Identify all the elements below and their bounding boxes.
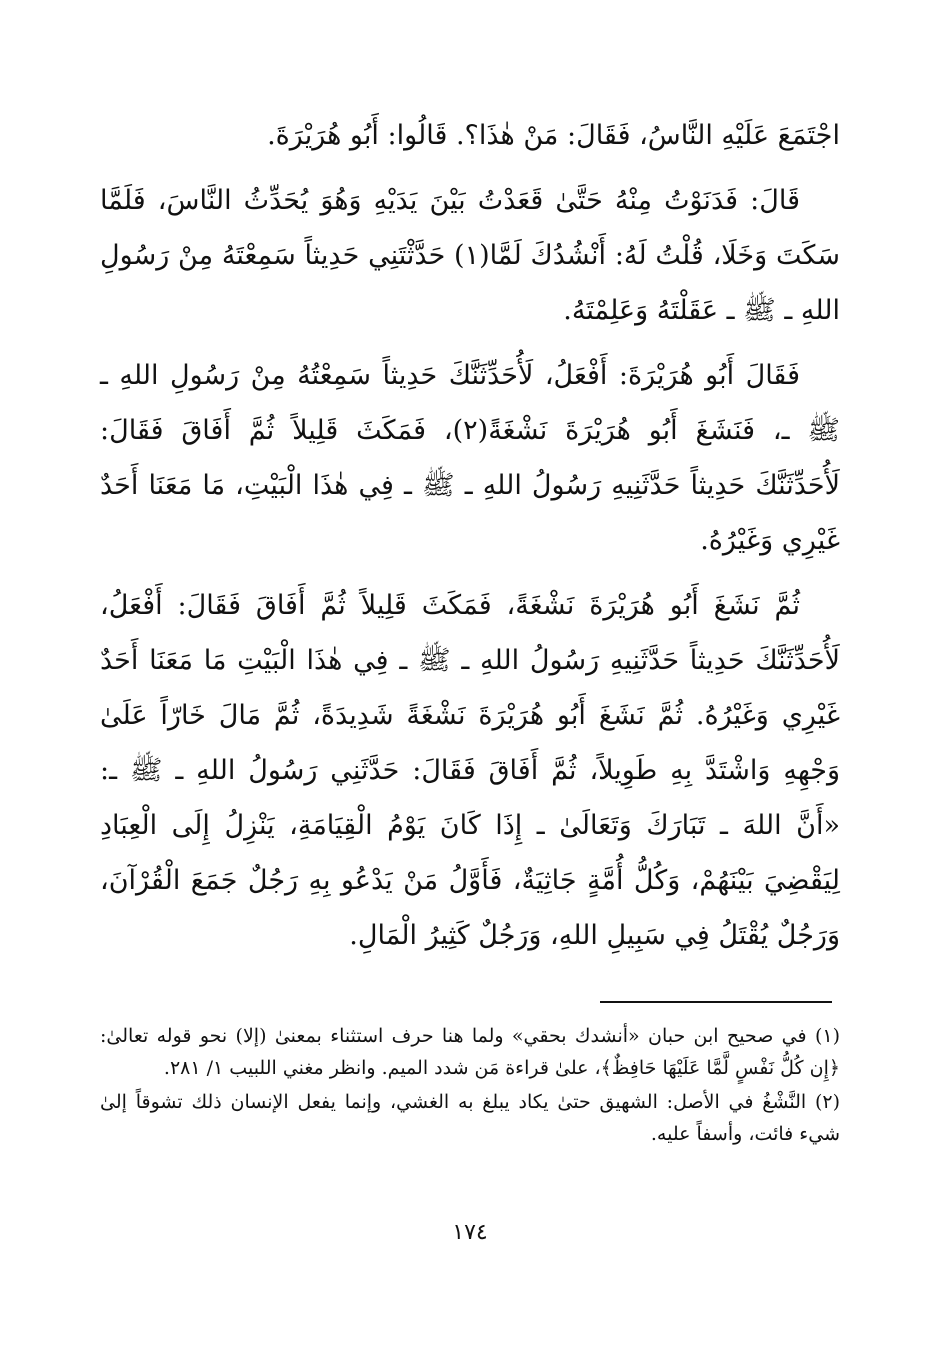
footnote-1: (١) في صحيح ابن حبان «أنشدك بحقي» ولما هنا حرف استثناء بمعنىٰ (إلا) نحو قوله تعالىٰ: ﴿إِن كُلُّ نَفْسٍ لَّمَّا عَلَيْهَا حَافِظٌ﴾، علىٰ قراءة مَن شدد الميم. وانظر مغني اللبيب ١/ ٢٨١.: [100, 1025, 840, 1079]
main-text: [100, 108, 840, 973]
footnote-2: (٢) النَّشْغُ في الأصل: الشهيق حتىٰ يكاد يبلغ به الغشي، وإنما يفعل الإنسان ذلك تشوقاً إلىٰ شيء فائت، وأسفاً عليه.: [100, 1091, 841, 1145]
paragraph-2: قَالَ: فَدَنَوْتُ مِنْهُ حَتَّىٰ قَعَدْتُ بَيْنَ يَدَيْهِ وَهُوَ يُحَدِّثُ النَّاسَ، فَلَمَّا سَكَتَ وَخَلَا، قُلْتُ لَهُ: أَنْشُدُكَ لَمَّا(١) حَدَّثْتَنِي حَدِيثاً سَمِعْتَهُ مِنْ رَسُولِ اللهِ ـ ﷺ ـ عَقَلْتَهُ وَعَلِمْتَهُ.: [100, 185, 840, 326]
page-number: ١٧٤: [452, 1220, 488, 1245]
paragraph-4: ثُمَّ نَشَغَ أَبُو هُرَيْرَةَ نَشْغَةً، فَمَكَثَ قَلِيلاً ثُمَّ أَفَاقَ فَقَالَ: أَفْعَلُ، لَأُحَدِّثَنَّكَ حَدِيثاً حَدَّثَنِيهِ رَسُولُ اللهِ ـ ﷺ ـ فِي هٰذَا الْبَيْتِ مَا مَعَنَا أَحَدٌ غَيْرِي وَغَيْرُهُ. ثُمَّ نَشَغَ أَبُو هُرَيْرَةَ نَشْغَةً شَدِيدَةً، ثُمَّ مَالَ خَارّاً عَلَىٰ وَجْهِهِ وَاشْتَدَّ بِهِ طَوِيلاً، ثُمَّ أَفَاقَ فَقَالَ: حَدَّثَنِي رَسُولُ اللهِ ـ ﷺ ـ: «أَنَّ اللهَ ـ تَبَارَكَ وَتَعَالَىٰ ـ إِذَا كَانَ يَوْمُ الْقِيَامَةِ، يَنْزِلُ إِلَى الْعِبَادِ لِيَقْضِيَ بَيْنَهُمْ، وَكُلُّ أُمَّةٍ جَاثِيَةٌ، فَأَوَّلُ مَنْ يَدْعُو بِهِ رَجُلٌ جَمَعَ الْقُرْآنَ، وَرَجُلٌ يُقْتَلُ فِي سَبِيلِ اللهِ، وَرَجُلٌ كَثِيرُ الْمَالِ.: [100, 590, 840, 951]
paragraph-3: فَقَالَ أَبُو هُرَيْرَةَ: أَفْعَلُ، لَأُحَدِّثَنَّكَ حَدِيثاً سَمِعْتُهُ مِنْ رَسُولِ اللهِ ـ ﷺ ـ، فَنَشَغَ أَبُو هُرَيْرَةَ نَشْغَةً(٢)، فَمَكَثَ قَلِيلاً ثُمَّ أَفَاقَ فَقَالَ: لَأُحَدِّثَنَّكَ حَدِيثاً حَدَّثَنِيهِ رَسُولُ اللهِ ـ ﷺ ـ فِي هٰذَا الْبَيْتِ، مَا مَعَنَا أَحَدٌ غَيْرِي وَغَيْرُهُ.: [100, 360, 840, 556]
footnote-separator: [600, 1001, 832, 1003]
footnotes: [100, 1020, 840, 1152]
paragraph-1: اجْتَمَعَ عَلَيْهِ النَّاسُ، فَقَالَ: مَنْ هٰذَا؟. قَالُوا: أَبُو هُرَيْرَةَ.: [267, 120, 840, 151]
